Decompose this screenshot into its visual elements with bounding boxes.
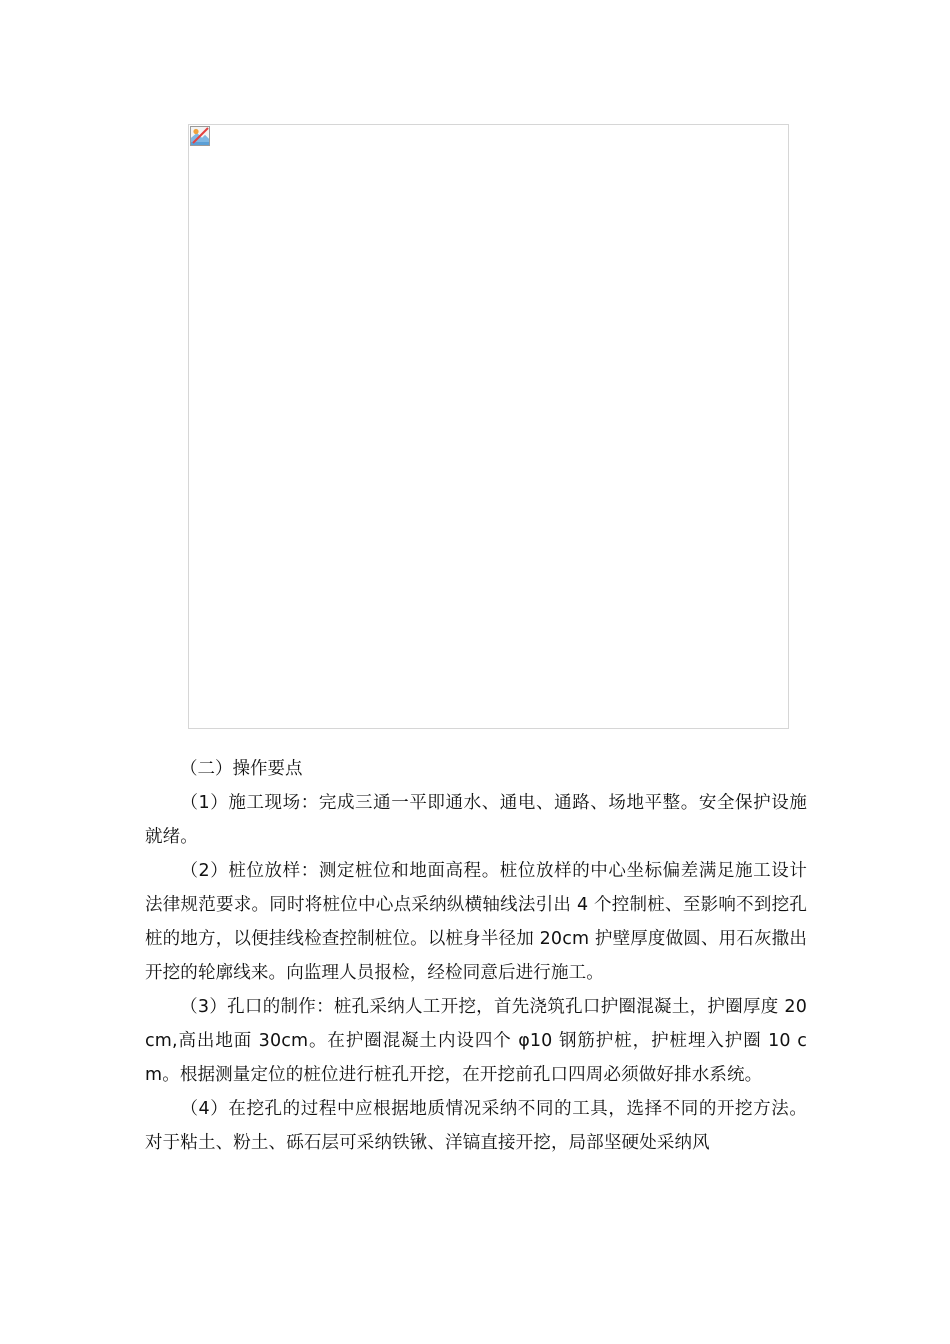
paragraph-4: [145, 1092, 807, 1160]
paragraph-1: [145, 786, 807, 854]
section-heading: （二）操作要点: [180, 759, 303, 779]
paragraph-3-text: （3）孔口的制作：桩孔采纳人工开挖，首先浇筑孔口护圈混凝土，护圈厚度 20 cm,高出地面 30cm。在护圈混凝土内设四个 φ10 钢筋护桩，护桩埋入护圈 10 cm。根据测量定位的桩位进行桩孔开挖，在开挖前孔口四周必须做好排水系统。: [145, 997, 807, 1085]
figure-placeholder: [188, 124, 789, 729]
broken-image-icon: [190, 126, 210, 146]
paragraph-2-text: （2）桩位放样：测定桩位和地面高程。桩位放样的中心坐标偏差满足施工设计法律规范要求。同时将桩位中心点采纳纵横轴线法引出 4 个控制桩、至影响不到挖孔桩的地方，以便挂线检查控制桩位。以桩身半径加 20cm 护壁厚度做圆、用石灰撒出开挖的轮廓线来。向监理人员报检，经检同意后进行施工。: [145, 861, 807, 983]
section-content: [145, 752, 807, 1160]
paragraph-1-text: （1）施工现场：完成三通一平即通水、通电、通路、场地平整。安全保护设施就绪。: [145, 793, 807, 847]
paragraph-3: [145, 990, 807, 1092]
paragraph-4-text: （4）在挖孔的过程中应根据地质情况采纳不同的工具，选择不同的开挖方法。对于粘土、粉土、砾石层可采纳铁锹、洋镐直接开挖，局部坚硬处采纳风: [145, 1099, 807, 1153]
paragraph-2: [145, 854, 807, 990]
